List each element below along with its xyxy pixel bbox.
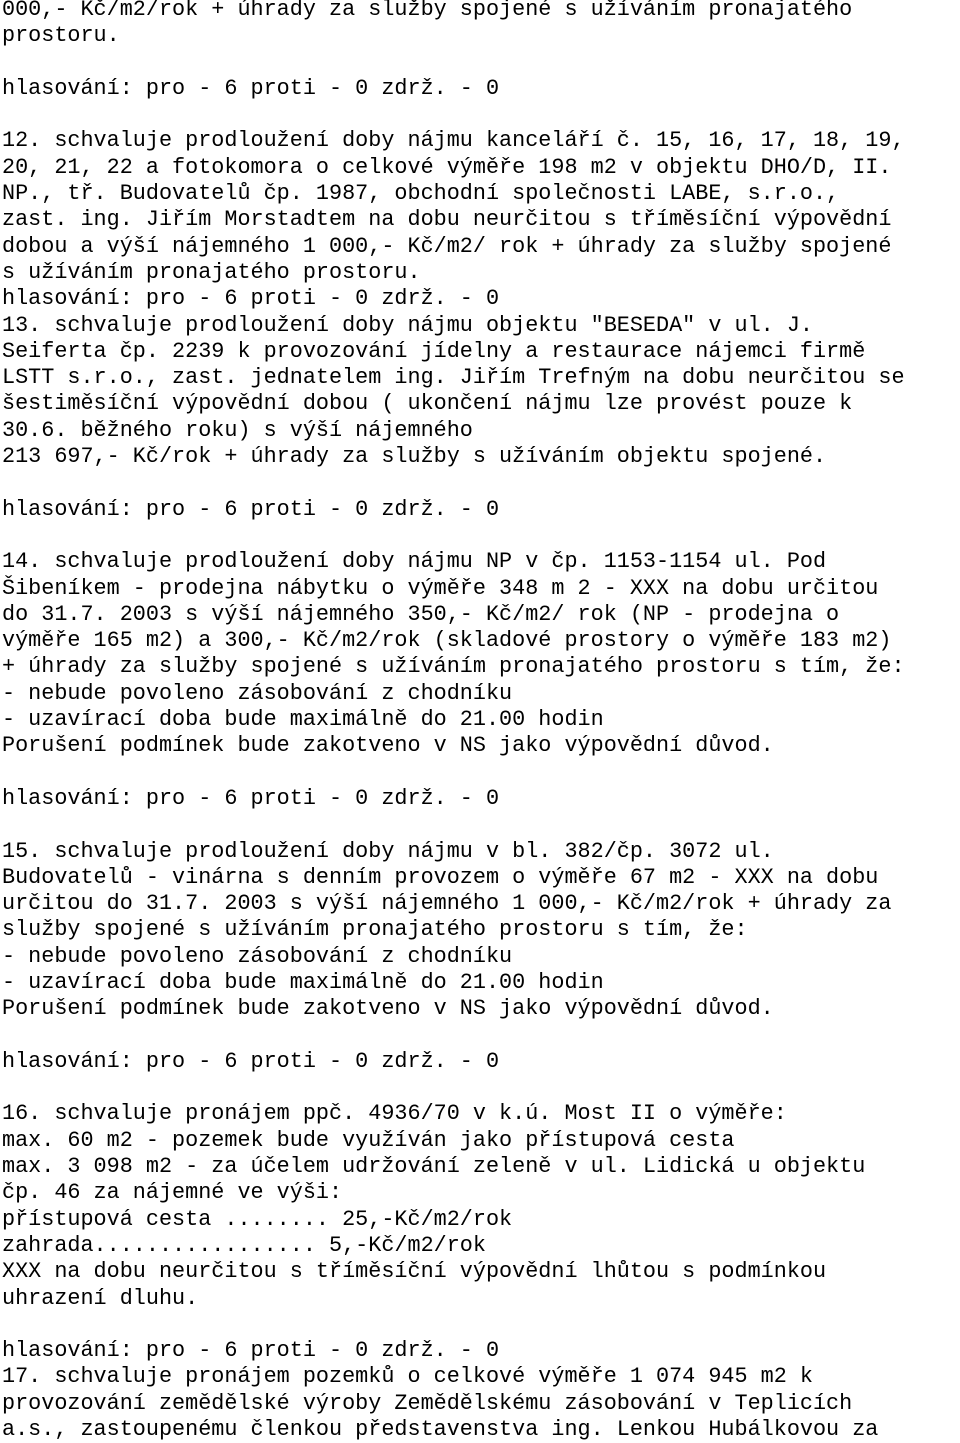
item-14-line: do 31.7. 2003 s výší nájemného 350,- Kč/m2/ rok (NP - prodejna o <box>2 601 840 627</box>
blank-line <box>2 470 958 496</box>
item-13-line: 30.6. běžného roku) s výší nájemného <box>2 417 473 443</box>
blank-line <box>2 523 958 549</box>
item-14-line: výměře 165 m2) a 300,- Kč/m2/rok (skladové prostory o výměře 183 m2) <box>2 628 892 654</box>
item-15-line: Budovatelů - vinárna s denním provozem o výměře 67 m2 - XXX na dobu <box>2 864 879 890</box>
item-14-line: - uzavírací doba bude maximálně do 21.00 hodin <box>2 707 604 733</box>
vote-line: hlasování: pro - 6 proti - 0 zdrž. - 0 <box>2 1048 500 1074</box>
item-16-line: uhrazení dluhu. <box>2 1285 199 1311</box>
item-15-line: 15. schvaluje prodloužení doby nájmu v bl. 382/čp. 3072 ul. <box>2 838 774 864</box>
text-line: 000,- Kč/m2/rok + úhrady za služby spojené s užíváním pronajatého <box>2 0 853 22</box>
item-15-line: Porušení podmínek bude zakotveno v NS jako výpovědní důvod. <box>2 996 774 1022</box>
item-15-line: - uzavírací doba bude maximálně do 21.00 hodin <box>2 969 604 995</box>
item-14-line: Šibeníkem - prodejna nábytku o výměře 348 m 2 - XXX na dobu určitou <box>2 575 879 601</box>
item-12-line: NP., tř. Budovatelů čp. 1987, obchodní společnosti LABE, s.r.o., <box>2 181 840 207</box>
item-16-line: čp. 46 za nájemné ve výši: <box>2 1180 343 1206</box>
item-16-line: max. 3 098 m2 - za účelem udržování zeleně v ul. Lidická u objektu <box>2 1154 866 1180</box>
item-16-line: 16. schvaluje pronájem ppč. 4936/70 v k.ú. Most II o výměře: <box>2 1101 787 1127</box>
vote-line: hlasování: pro - 6 proti - 0 zdrž. - 0 <box>2 75 500 101</box>
blank-line <box>2 102 958 128</box>
blank-line <box>2 760 958 786</box>
item-17-line: provozování zemědělské výroby Zemědělskému zásobování v Teplicích <box>2 1390 853 1416</box>
item-15-line: služby spojené s užíváním pronajatého prostoru s tím, že: <box>2 917 748 943</box>
vote-line: hlasování: pro - 6 proti - 0 zdrž. - 0 <box>2 496 500 522</box>
vote-line: hlasování: pro - 6 proti - 0 zdrž. - 0 <box>2 785 500 811</box>
item-14-line: 14. schvaluje prodloužení doby nájmu NP v čp. 1153-1154 ul. Pod <box>2 549 827 575</box>
document-page <box>2 0 958 1443</box>
blank-line <box>2 50 958 76</box>
item-13-line: 13. schvaluje prodloužení doby nájmu objektu "BESEDA" v ul. J. <box>2 312 813 338</box>
item-14-line: - nebude povoleno zásobování z chodníku <box>2 680 513 706</box>
item-15-line: - nebude povoleno zásobování z chodníku <box>2 943 513 969</box>
item-17-line: 17. schvaluje pronájem pozemků o celkové výměře 1 074 945 m2 k <box>2 1364 813 1390</box>
blank-line <box>2 812 958 838</box>
item-16-line: max. 60 m2 - pozemek bude využíván jako přístupová cesta <box>2 1127 735 1153</box>
item-12-line: s užíváním pronajatého prostoru. <box>2 259 421 285</box>
item-12-line: 12. schvaluje prodloužení doby nájmu kanceláří č. 15, 16, 17, 18, 19, <box>2 128 905 154</box>
item-13-line: 213 697,- Kč/rok + úhrady za služby s užíváním objektu spojené. <box>2 444 827 470</box>
vote-line: hlasování: pro - 6 proti - 0 zdrž. - 0 <box>2 286 500 312</box>
item-16-line: zahrada................. 5,-Kč/m2/rok <box>2 1232 486 1258</box>
item-15-line: určitou do 31.7. 2003 s výší nájemného 1 000,- Kč/m2/rok + úhrady za <box>2 891 892 917</box>
item-14-line: + úhrady za služby spojené s užíváním pronajatého prostoru s tím, že: <box>2 654 905 680</box>
item-12-line: 20, 21, 22 a fotokomora o celkové výměře 198 m2 v objektu DHO/D, II. <box>2 154 892 180</box>
item-14-line: Porušení podmínek bude zakotveno v NS jako výpovědní důvod. <box>2 733 774 759</box>
blank-line <box>2 1312 958 1338</box>
item-16-line: XXX na dobu neurčitou s tříměsíční výpovědní lhůtou s podmínkou <box>2 1259 827 1285</box>
vote-line: hlasování: pro - 6 proti - 0 zdrž. - 0 <box>2 1338 500 1364</box>
item-13-line: LSTT s.r.o., zast. jednatelem ing. Jiřím Trefným na dobu neurčitou se <box>2 365 905 391</box>
item-12-line: zast. ing. Jiřím Morstadtem na dobu neurčitou s tříměsíční výpovědní <box>2 207 892 233</box>
item-12-line: dobou a výší nájemného 1 000,- Kč/m2/ rok + úhrady za služby spojené <box>2 233 892 259</box>
text-line: prostoru. <box>2 23 120 49</box>
blank-line <box>2 1023 958 1049</box>
item-13-line: šestiměsíční výpovědní dobou ( ukončení nájmu lze provést pouze k <box>2 391 853 417</box>
item-17-line: a.s., zastoupenému členkou představenstva ing. Lenkou Hubálkovou za <box>2 1417 879 1443</box>
item-16-line: přístupová cesta ........ 25,-Kč/m2/rok <box>2 1206 513 1232</box>
blank-line <box>2 1075 958 1101</box>
item-13-line: Seiferta čp. 2239 k provozování jídelny a restaurace nájemci firmě <box>2 338 866 364</box>
